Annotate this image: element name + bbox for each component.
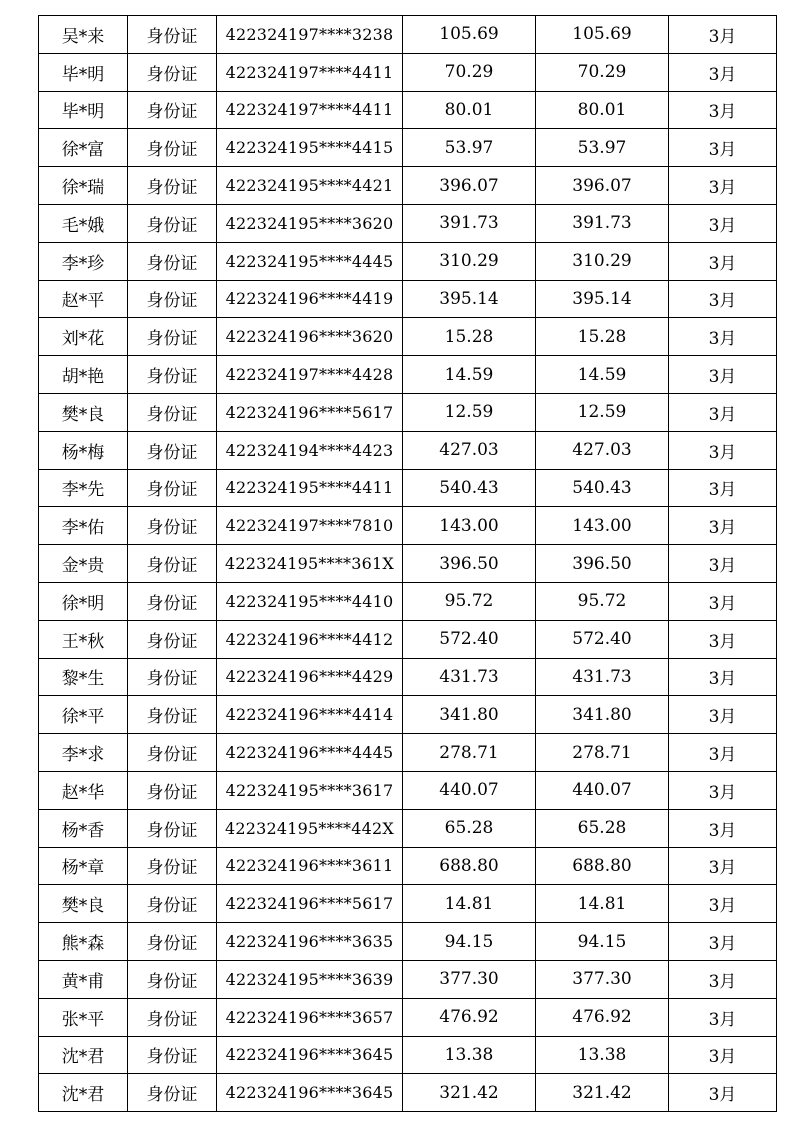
amount-cell: 15.28 (403, 318, 536, 356)
person-name-cell: 杨*香 (39, 809, 128, 847)
id-number-cell: 422324196****4414 (217, 696, 403, 734)
id-number-cell: 422324196****3657 (217, 998, 403, 1036)
table-row (39, 998, 777, 1036)
table-row (39, 469, 777, 507)
month-cell: 3月 (669, 280, 777, 318)
person-name-cell: 樊*良 (39, 393, 128, 431)
table-row (39, 582, 777, 620)
table-row (39, 280, 777, 318)
table-row (39, 809, 777, 847)
month-cell: 3月 (669, 1036, 777, 1074)
amount-paid-cell: 396.50 (536, 545, 669, 583)
month-cell: 3月 (669, 356, 777, 394)
table-row (39, 318, 777, 356)
month-cell: 3月 (669, 469, 777, 507)
table-row (39, 204, 777, 242)
amount-paid-cell: 143.00 (536, 507, 669, 545)
table-row (39, 847, 777, 885)
amount-cell: 95.72 (403, 582, 536, 620)
id-type-cell: 身份证 (128, 885, 217, 923)
amount-cell: 14.81 (403, 885, 536, 923)
person-name-cell: 熊*森 (39, 923, 128, 961)
amount-paid-cell: 15.28 (536, 318, 669, 356)
amount-cell: 440.07 (403, 771, 536, 809)
amount-cell: 12.59 (403, 393, 536, 431)
month-cell: 3月 (669, 393, 777, 431)
id-type-cell: 身份证 (128, 620, 217, 658)
id-number-cell: 422324196****3620 (217, 318, 403, 356)
table-row (39, 242, 777, 280)
table-row (39, 53, 777, 91)
amount-cell: 572.40 (403, 620, 536, 658)
amount-paid-cell: 14.81 (536, 885, 669, 923)
id-number-cell: 422324195****4421 (217, 167, 403, 205)
table-row (39, 734, 777, 772)
month-cell: 3月 (669, 242, 777, 280)
month-cell: 3月 (669, 16, 777, 54)
amount-paid-cell: 65.28 (536, 809, 669, 847)
id-type-cell: 身份证 (128, 998, 217, 1036)
id-type-cell: 身份证 (128, 356, 217, 394)
amount-cell: 391.73 (403, 204, 536, 242)
table-row (39, 960, 777, 998)
table-row (39, 129, 777, 167)
amount-cell: 278.71 (403, 734, 536, 772)
person-name-cell: 赵*平 (39, 280, 128, 318)
table-row (39, 658, 777, 696)
amount-paid-cell: 95.72 (536, 582, 669, 620)
id-type-cell: 身份证 (128, 318, 217, 356)
amount-paid-cell: 572.40 (536, 620, 669, 658)
table-row (39, 545, 777, 583)
amount-cell: 143.00 (403, 507, 536, 545)
id-number-cell: 422324194****4423 (217, 431, 403, 469)
month-cell: 3月 (669, 998, 777, 1036)
amount-cell: 396.07 (403, 167, 536, 205)
month-cell: 3月 (669, 960, 777, 998)
id-type-cell: 身份证 (128, 53, 217, 91)
table-row (39, 885, 777, 923)
amount-cell: 476.92 (403, 998, 536, 1036)
amount-paid-cell: 396.07 (536, 167, 669, 205)
amount-paid-cell: 105.69 (536, 16, 669, 54)
amount-paid-cell: 94.15 (536, 923, 669, 961)
month-cell: 3月 (669, 545, 777, 583)
id-type-cell: 身份证 (128, 280, 217, 318)
month-cell: 3月 (669, 204, 777, 242)
id-type-cell: 身份证 (128, 545, 217, 583)
amount-paid-cell: 341.80 (536, 696, 669, 734)
table-row (39, 771, 777, 809)
id-type-cell: 身份证 (128, 167, 217, 205)
month-cell: 3月 (669, 658, 777, 696)
id-number-cell: 422324195****361X (217, 545, 403, 583)
id-type-cell: 身份证 (128, 734, 217, 772)
id-number-cell: 422324195****3639 (217, 960, 403, 998)
amount-cell: 377.30 (403, 960, 536, 998)
amount-paid-cell: 476.92 (536, 998, 669, 1036)
id-type-cell: 身份证 (128, 469, 217, 507)
amount-cell: 65.28 (403, 809, 536, 847)
amount-paid-cell: 440.07 (536, 771, 669, 809)
month-cell: 3月 (669, 91, 777, 129)
id-type-cell: 身份证 (128, 91, 217, 129)
person-name-cell: 胡*艳 (39, 356, 128, 394)
amount-cell: 396.50 (403, 545, 536, 583)
id-type-cell: 身份证 (128, 696, 217, 734)
id-number-cell: 422324196****4419 (217, 280, 403, 318)
id-type-cell: 身份证 (128, 809, 217, 847)
table-row (39, 16, 777, 54)
id-number-cell: 422324195****442X (217, 809, 403, 847)
month-cell: 3月 (669, 53, 777, 91)
month-cell: 3月 (669, 582, 777, 620)
amount-cell: 80.01 (403, 91, 536, 129)
person-name-cell: 毛*娥 (39, 204, 128, 242)
month-cell: 3月 (669, 885, 777, 923)
amount-cell: 310.29 (403, 242, 536, 280)
payment-table (38, 15, 777, 1112)
amount-cell: 321.42 (403, 1074, 536, 1112)
id-type-cell: 身份证 (128, 393, 217, 431)
id-type-cell: 身份证 (128, 204, 217, 242)
amount-cell: 431.73 (403, 658, 536, 696)
id-type-cell: 身份证 (128, 242, 217, 280)
month-cell: 3月 (669, 431, 777, 469)
id-type-cell: 身份证 (128, 582, 217, 620)
month-cell: 3月 (669, 847, 777, 885)
table-row (39, 91, 777, 129)
table-row (39, 167, 777, 205)
month-cell: 3月 (669, 696, 777, 734)
id-type-cell: 身份证 (128, 658, 217, 696)
person-name-cell: 杨*章 (39, 847, 128, 885)
table-row (39, 393, 777, 431)
id-type-cell: 身份证 (128, 771, 217, 809)
month-cell: 3月 (669, 620, 777, 658)
amount-paid-cell: 80.01 (536, 91, 669, 129)
table-row (39, 1036, 777, 1074)
month-cell: 3月 (669, 129, 777, 167)
amount-paid-cell: 540.43 (536, 469, 669, 507)
id-number-cell: 422324197****4428 (217, 356, 403, 394)
amount-paid-cell: 12.59 (536, 393, 669, 431)
person-name-cell: 毕*明 (39, 53, 128, 91)
id-number-cell: 422324195****4411 (217, 469, 403, 507)
id-number-cell: 422324195****3620 (217, 204, 403, 242)
id-number-cell: 422324195****4445 (217, 242, 403, 280)
month-cell: 3月 (669, 923, 777, 961)
person-name-cell: 徐*瑞 (39, 167, 128, 205)
id-type-cell: 身份证 (128, 129, 217, 167)
person-name-cell: 樊*良 (39, 885, 128, 923)
id-number-cell: 422324196****4412 (217, 620, 403, 658)
person-name-cell: 张*平 (39, 998, 128, 1036)
id-number-cell: 422324196****5617 (217, 393, 403, 431)
id-number-cell: 422324197****4411 (217, 53, 403, 91)
person-name-cell: 刘*花 (39, 318, 128, 356)
month-cell: 3月 (669, 507, 777, 545)
person-name-cell: 金*贵 (39, 545, 128, 583)
person-name-cell: 李*珍 (39, 242, 128, 280)
amount-paid-cell: 377.30 (536, 960, 669, 998)
person-name-cell: 毕*明 (39, 91, 128, 129)
person-name-cell: 李*佑 (39, 507, 128, 545)
amount-paid-cell: 427.03 (536, 431, 669, 469)
amount-paid-cell: 688.80 (536, 847, 669, 885)
id-number-cell: 422324196****3645 (217, 1036, 403, 1074)
amount-cell: 427.03 (403, 431, 536, 469)
amount-paid-cell: 310.29 (536, 242, 669, 280)
table-row (39, 431, 777, 469)
person-name-cell: 徐*平 (39, 696, 128, 734)
amount-cell: 53.97 (403, 129, 536, 167)
id-number-cell: 422324196****4429 (217, 658, 403, 696)
id-number-cell: 422324196****5617 (217, 885, 403, 923)
id-type-cell: 身份证 (128, 847, 217, 885)
amount-cell: 70.29 (403, 53, 536, 91)
id-number-cell: 422324197****4411 (217, 91, 403, 129)
id-type-cell: 身份证 (128, 16, 217, 54)
amount-paid-cell: 53.97 (536, 129, 669, 167)
person-name-cell: 黄*甫 (39, 960, 128, 998)
id-type-cell: 身份证 (128, 507, 217, 545)
id-number-cell: 422324196****3645 (217, 1074, 403, 1112)
id-type-cell: 身份证 (128, 923, 217, 961)
id-number-cell: 422324196****3611 (217, 847, 403, 885)
table-row (39, 507, 777, 545)
payment-table-body (39, 16, 777, 1112)
id-number-cell: 422324195****4415 (217, 129, 403, 167)
table-row (39, 620, 777, 658)
amount-paid-cell: 321.42 (536, 1074, 669, 1112)
amount-paid-cell: 14.59 (536, 356, 669, 394)
id-number-cell: 422324197****7810 (217, 507, 403, 545)
amount-cell: 341.80 (403, 696, 536, 734)
table-row (39, 1074, 777, 1112)
id-number-cell: 422324196****4445 (217, 734, 403, 772)
id-number-cell: 422324195****4410 (217, 582, 403, 620)
id-type-cell: 身份证 (128, 1036, 217, 1074)
amount-cell: 540.43 (403, 469, 536, 507)
person-name-cell: 沈*君 (39, 1036, 128, 1074)
id-number-cell: 422324197****3238 (217, 16, 403, 54)
person-name-cell: 徐*富 (39, 129, 128, 167)
table-row (39, 696, 777, 734)
person-name-cell: 李*求 (39, 734, 128, 772)
amount-cell: 14.59 (403, 356, 536, 394)
amount-paid-cell: 13.38 (536, 1036, 669, 1074)
person-name-cell: 徐*明 (39, 582, 128, 620)
person-name-cell: 李*先 (39, 469, 128, 507)
id-type-cell: 身份证 (128, 431, 217, 469)
amount-cell: 688.80 (403, 847, 536, 885)
table-row (39, 356, 777, 394)
person-name-cell: 杨*梅 (39, 431, 128, 469)
amount-cell: 94.15 (403, 923, 536, 961)
amount-paid-cell: 431.73 (536, 658, 669, 696)
table-row (39, 923, 777, 961)
month-cell: 3月 (669, 771, 777, 809)
month-cell: 3月 (669, 734, 777, 772)
month-cell: 3月 (669, 1074, 777, 1112)
person-name-cell: 王*秋 (39, 620, 128, 658)
person-name-cell: 黎*生 (39, 658, 128, 696)
month-cell: 3月 (669, 167, 777, 205)
month-cell: 3月 (669, 809, 777, 847)
amount-paid-cell: 70.29 (536, 53, 669, 91)
id-type-cell: 身份证 (128, 960, 217, 998)
month-cell: 3月 (669, 318, 777, 356)
person-name-cell: 沈*君 (39, 1074, 128, 1112)
amount-cell: 105.69 (403, 16, 536, 54)
id-number-cell: 422324195****3617 (217, 771, 403, 809)
amount-paid-cell: 278.71 (536, 734, 669, 772)
amount-paid-cell: 395.14 (536, 280, 669, 318)
id-type-cell: 身份证 (128, 1074, 217, 1112)
id-number-cell: 422324196****3635 (217, 923, 403, 961)
person-name-cell: 赵*华 (39, 771, 128, 809)
amount-cell: 13.38 (403, 1036, 536, 1074)
person-name-cell: 吴*来 (39, 16, 128, 54)
amount-paid-cell: 391.73 (536, 204, 669, 242)
amount-cell: 395.14 (403, 280, 536, 318)
